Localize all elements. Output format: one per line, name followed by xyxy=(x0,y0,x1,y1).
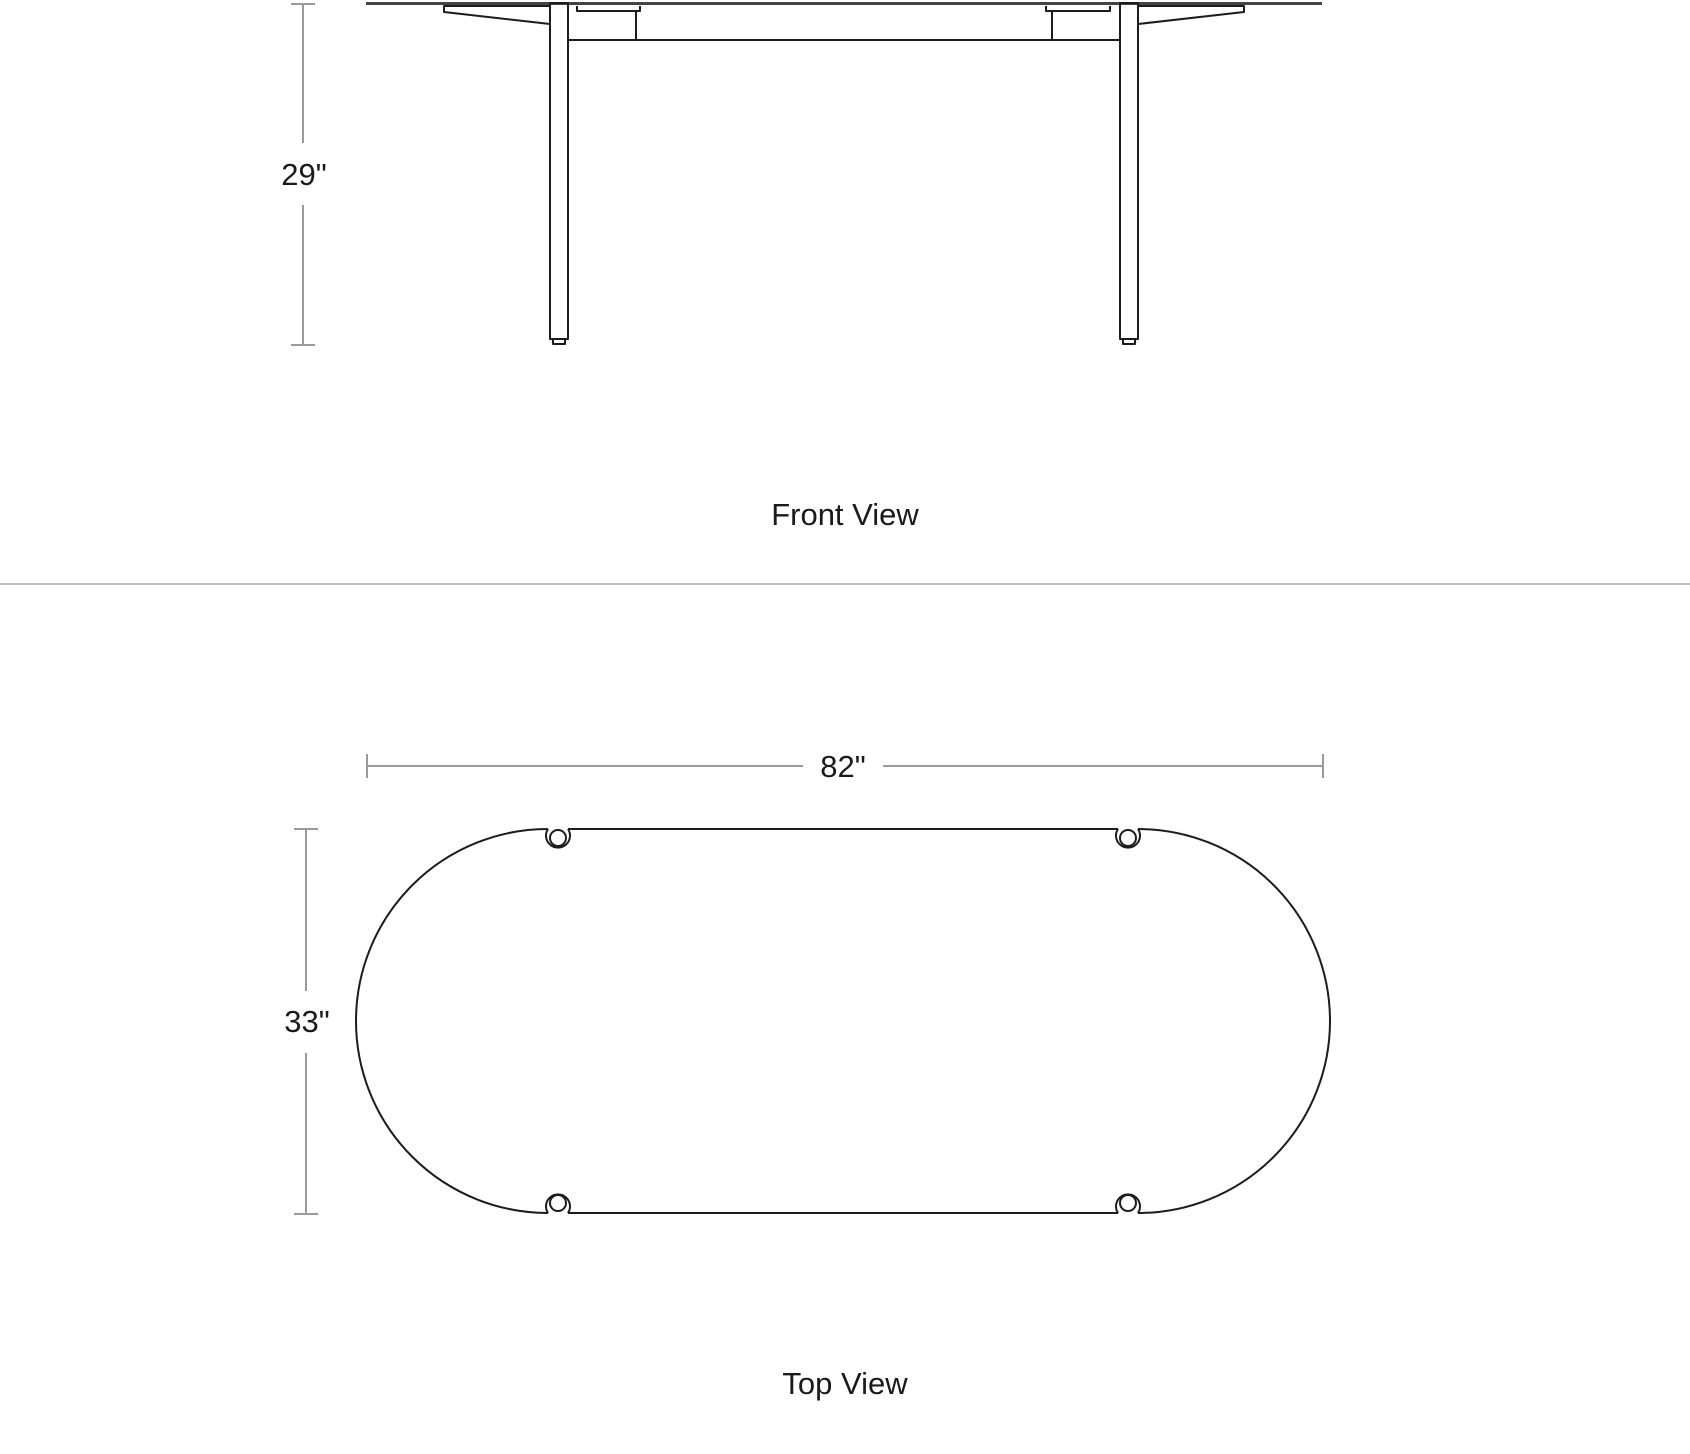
top-length-dimension xyxy=(367,749,1323,784)
top-width-label: 33" xyxy=(284,1004,330,1039)
tabletop-edge xyxy=(366,2,1322,5)
right-leg-foot xyxy=(1123,339,1135,344)
leg-circle-top-right xyxy=(1120,830,1136,846)
leg-circle-bottom-left xyxy=(550,1195,566,1211)
leg-circle-bottom-right xyxy=(1120,1195,1136,1211)
right-mount xyxy=(1046,6,1110,11)
front-view-title: Front View xyxy=(771,497,919,532)
left-bracket xyxy=(444,6,550,24)
right-leg xyxy=(1120,3,1138,339)
top-table-drawing xyxy=(356,829,1330,1213)
top-length-label: 82" xyxy=(820,749,866,784)
top-view-title: Top View xyxy=(782,1366,908,1401)
top-width-dimension xyxy=(284,829,330,1214)
tabletop-outline xyxy=(356,829,1330,1213)
front-table-drawing xyxy=(366,2,1322,344)
front-view xyxy=(281,2,1322,532)
front-height-dimension xyxy=(281,4,327,345)
left-mount xyxy=(577,6,640,11)
right-bracket xyxy=(1138,6,1244,24)
leg-circle-top-left xyxy=(550,830,566,846)
left-leg-foot xyxy=(553,339,565,344)
front-height-label: 29" xyxy=(281,157,327,192)
left-leg xyxy=(550,3,568,339)
top-view xyxy=(284,749,1330,1401)
